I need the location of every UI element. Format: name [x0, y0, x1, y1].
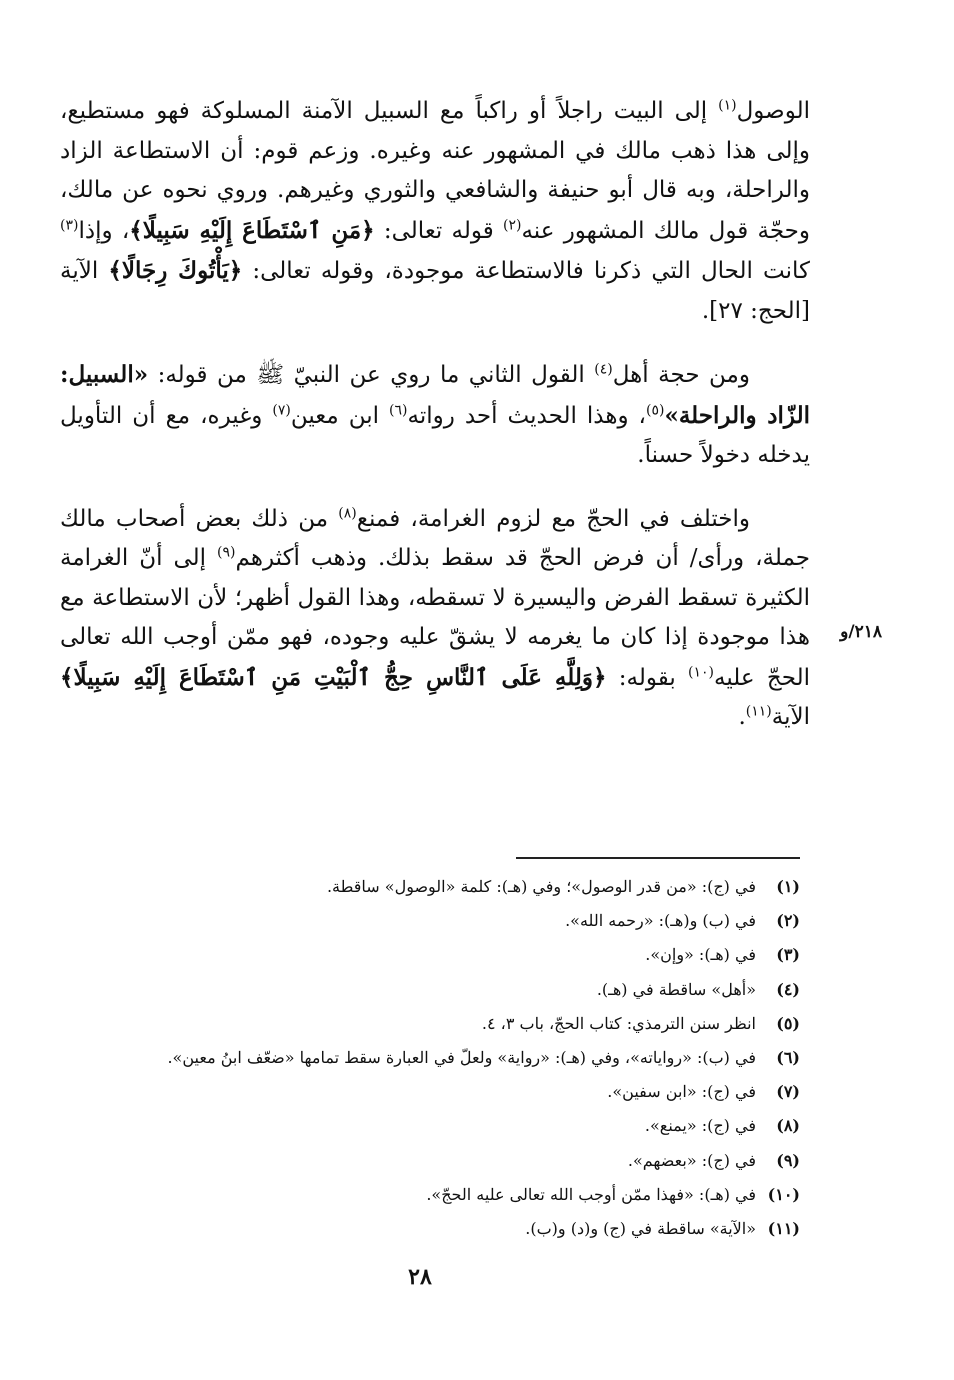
footnote-item [60, 1041, 800, 1075]
footnote-text: «أهل» ساقطة في (هـ). [596, 979, 756, 999]
main-text [60, 92, 810, 738]
footnote-item [60, 1212, 800, 1246]
footnote-item [60, 870, 800, 904]
footnote-item [60, 973, 800, 1007]
footnote-ref: (١١) [745, 703, 772, 720]
page-number: ٢٨ [408, 1264, 432, 1290]
text-run: كانت الحال التي ذكرنا فالاستطاعة موجودة، وقوله تعالى: [242, 258, 810, 284]
paragraph-1 [60, 92, 810, 331]
footnote-item [60, 1109, 800, 1143]
footnote-text: في (ج): «بعضهم». [627, 1150, 756, 1170]
footnote-ref: (٨) [338, 504, 357, 521]
footnote-number: (٢) [776, 911, 800, 931]
text-run: من ذلك بعض أصحاب مالك جملة، ورأى/ أن فرض الحجّ قد سقط بذلك. وذهب أكثرهم [60, 505, 810, 571]
footnote-item [60, 1075, 800, 1109]
footnote-text: في (هـ): «فهذا ممّن أوجب الله تعالى عليه الحجّ». [426, 1184, 756, 1204]
text-run: . [738, 704, 746, 730]
paragraph-3 [60, 500, 810, 738]
footnote-text: في (ج): «من قدر الوصول»؛ وفي (هـ): كلمة «الوصول» ساقطة. [326, 877, 756, 896]
footnote-number: (٧) [776, 1082, 800, 1102]
footnote-ref: (٧) [272, 401, 291, 418]
quran-verse: ﴿يَأْتُوكَ رِجَالًا﴾ [108, 257, 243, 284]
footnote-ref: (٦) [389, 401, 408, 418]
footnotes-list [60, 870, 800, 1246]
footnote-ref: (٩) [217, 544, 236, 561]
footnote-item [60, 1144, 800, 1178]
text-run: الآية [الحج: ٢٧]. [60, 258, 810, 324]
footnote-number: (٦) [776, 1048, 800, 1068]
footnote-text: في (ب): «رواياته»، وفي (هـ): «رواية» ولعلّ في العبارة سقط تمامها «ضعّف ابنُ معين». [167, 1048, 756, 1068]
text-run: إلى أنّ الغرامة الكثيرة تسقط الفرض واليسيرة لا تسقطه، وهذا القول أظهر؛ لأن الاستطاعة مع هذا موجودة إذا كان ما يغرمه لا يشقّ عليه وجوده، فهو ممّن أوجب الله تعالى الحجّ عليه [60, 545, 810, 691]
footnote-item [60, 904, 800, 938]
text-run: ابن معين [290, 402, 390, 429]
footnote-item [60, 1178, 800, 1212]
footnote-number: (١٠) [767, 1184, 800, 1204]
footnote-divider [516, 857, 800, 859]
quran-verse: ﴿وَلِلَّهِ عَلَى ٱلنَّاسِ حِجُّ ٱلْبَيْتِ مَنِ ٱسْتَطَاعَ إِلَيْهِ سَبِيلًا﴾ [60, 663, 607, 691]
text-run: بقوله: [606, 664, 689, 691]
footnote-ref: (٥) [645, 401, 665, 418]
text-run: الوصول [736, 98, 810, 124]
footnote-text: انظر سنن الترمذي: كتاب الحجّ، باب ٣، ٤. [481, 1013, 756, 1033]
footnote-ref: (١٠) [688, 663, 715, 680]
footnote-number: (٤) [776, 979, 800, 999]
footnote-text: في (ب) و(هـ): «رحمه الله». [565, 911, 756, 931]
text-run: الآية [771, 704, 810, 730]
text-run: إلى البيت راجلاً أو راكباً مع السبيل الآمنة المسلوكة فهو مستطيع، وإلى هذا ذهب مالك في المشهور عنه وغيره. وزعم قوم: أن الاستطاعة الزاد والراحلة، وبه قال أبو حنيفة والشافعي والثوري وغيرهم. وروي نحوه عن مالك، وحجّة قول مالك المشهور عنه [60, 98, 810, 244]
footnote-ref: (٣) [60, 216, 79, 233]
footnote-ref: (٤) [594, 361, 613, 378]
text-run: ، وإذا [78, 217, 130, 244]
text-run: القول الثاني ما روي عن النبيّ ﷺ من قوله: [148, 362, 595, 388]
manuscript-folio-marker: ٢١٨/و [840, 622, 882, 642]
text-run: واختلف في الحجّ مع لزوم الغرامة، فمنع [356, 505, 750, 532]
text-run: ، وهذا الحديث أحد رواته [407, 402, 646, 429]
footnote-text: «الآية» ساقطة في (ج) و(د) و(ب). [525, 1219, 756, 1239]
footnote-number: (٨) [776, 1116, 800, 1136]
hadith-quote: «السبيل: الزّاد والراحلة» [60, 361, 810, 429]
footnote-text: في (ج): «ابن سفين». [607, 1082, 756, 1102]
footnote-number: (٩) [776, 1150, 800, 1170]
footnote-text: في (ج): «يمنع». [644, 1116, 756, 1136]
footnote-number: (٥) [776, 1013, 800, 1033]
footnote-number: (٣) [776, 945, 800, 965]
footnote-ref: (١) [718, 97, 737, 114]
text-run: وغيره، مع أن التأويل يدخله دخولاً حسناً. [60, 402, 810, 468]
quran-verse: ﴿مَنِ ٱسْتَطَاعَ إِلَيْهِ سَبِيلًا﴾ [129, 216, 375, 244]
text-run: ومن حجة أهل [612, 362, 750, 388]
footnote-number: (١١) [767, 1219, 800, 1239]
footnote-text: في (هـ): «وإن». [645, 945, 756, 965]
footnote-ref: (٢) [503, 216, 522, 233]
paragraph-2 [60, 355, 810, 476]
footnote-item [60, 938, 800, 972]
text-run: قوله تعالى: [374, 217, 503, 244]
footnote-number: (١) [776, 877, 800, 896]
footnote-item [60, 1007, 800, 1041]
